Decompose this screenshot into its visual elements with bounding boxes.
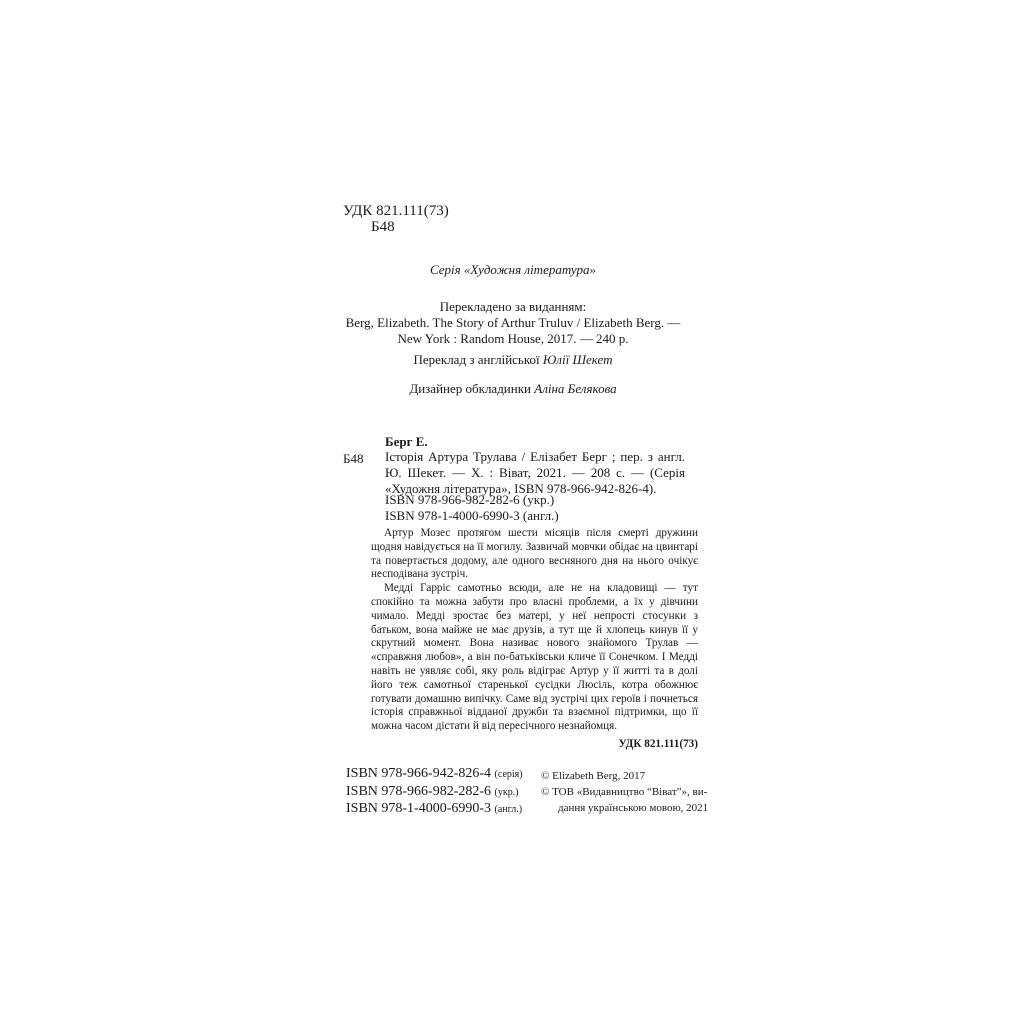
udk-cutter-number: Б48 — [371, 219, 395, 235]
catalog-description: Історія Артура Трулава / Елізабет Берг ; пер. з англ. Ю. Шекет. — Х. : Віват, 2021. — 208 с. — (Серія «Художня література», ISBN 978-966-942-826-4). — [385, 449, 685, 496]
copyright-line: дання українською мовою, 2021 — [558, 802, 709, 814]
isbn-number: ISBN 978-966-942-826-4 — [346, 766, 492, 781]
isbn-note: (укр.) — [494, 786, 519, 798]
translator-credit — [343, 352, 683, 368]
annotation-udk: УДК 821.111(73) — [618, 737, 698, 750]
translator-prefix: Переклад з англійської — [413, 352, 543, 367]
series-title: Серія «Художня література» — [429, 262, 597, 277]
isbn-note: (серія) — [494, 769, 523, 780]
original-edition-heading: Перекладено за виданням: — [439, 299, 587, 314]
catalog-cutter: Б48 — [343, 451, 364, 466]
designer-name: Аліна Белякова — [534, 381, 617, 396]
catalog-author: Берг Е. — [385, 434, 428, 449]
translator-name: Юлії Шекет — [542, 352, 613, 367]
annotation — [371, 527, 698, 752]
isbn-row — [346, 784, 523, 802]
catalog-isbn-eng: ISBN 978-1-4000-6990-3 (англ.) — [385, 508, 559, 523]
annotation-paragraph: Медді Гарріс самотньо всюди, але не на кладовищі — тут спокійно та можна забути про власні проблеми, а їх у дівчини чимало. Медді зростає без матері, у неї непрості стосунки з батьком, вона майже не має друзів, а тут ще й хлопець кинув її у скрутний момент. Вона називає нового знайомого Трулав — «справжня любов», а він по-батьківськи кличе її Сонечком. І Медді навіть не уявляє собі, яку роль відіграє Артур у її житті та в долі його теж самотньої старенької сусідки Люсіль, котра обожнює готувати домашню випічку. Саме від зустрічі цих героїв і почнеться історія справжньої відданої дружби та взаємної підтримки, що її можна часом дістати й від пересічного незнайомця. — [371, 582, 698, 733]
original-edition-line: Berg, Elizabeth. The Story of Arthur Truluv / Elizabeth Berg. — — [345, 315, 681, 330]
designer-credit — [343, 381, 683, 397]
designer-prefix: Дизайнер обкладинки — [409, 381, 535, 396]
copyright-line: © Elizabeth Berg, 2017 — [541, 770, 646, 782]
isbn-list — [346, 766, 523, 819]
annotation-paragraph: Артур Мозес протягом шести місяців після смерті дружини щодня навідується на її могилу. Зазвичай мовчки обідає на цвинтарі та повертається додому, але одного весняного дня на нього очікує несподівана зустріч. — [371, 527, 698, 581]
isbn-number: ISBN 978-1-4000-6990-3 — [346, 801, 492, 816]
isbn-row — [346, 766, 523, 784]
copyright-block — [541, 768, 721, 816]
copyright-line: © ТОВ «Видавництво “Віват”», ви- — [541, 786, 708, 798]
isbn-note: (англ.) — [494, 804, 523, 815]
isbn-row — [346, 801, 523, 819]
original-edition-line: New York : Random House, 2017. — 240 p. — [397, 331, 629, 346]
isbn-number: ISBN 978-966-982-282-6 — [346, 783, 492, 799]
catalog-isbn-ukr: ISBN 978-966-982-282-6 (укр.) — [385, 492, 555, 507]
udk-code: УДК 821.111(73) — [343, 203, 449, 219]
original-edition-block — [343, 299, 683, 347]
